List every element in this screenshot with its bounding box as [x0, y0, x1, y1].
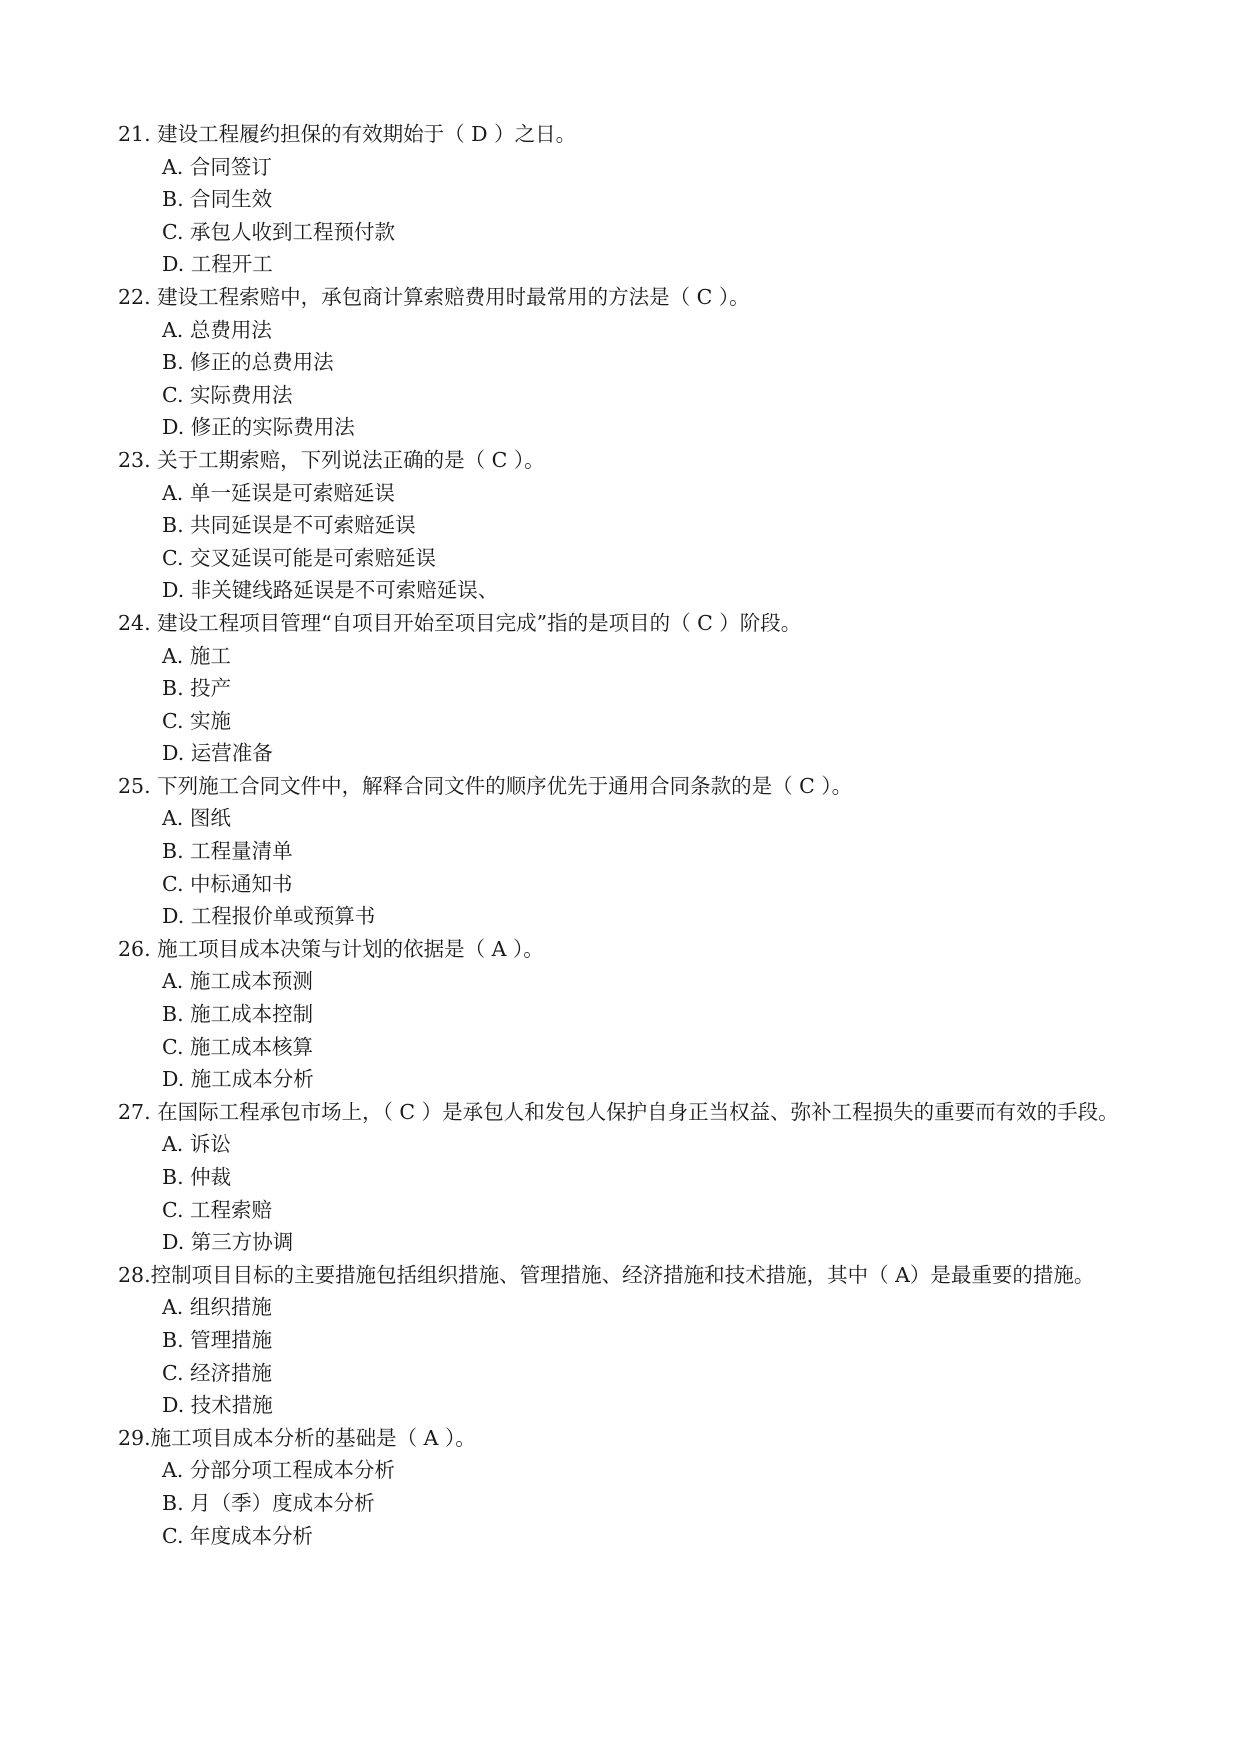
question-26-option-b: B. 施工成本控制 — [162, 1002, 314, 1027]
question-25-option-a: A. 图纸 — [162, 806, 231, 831]
question-21-option-c: C. 承包人收到工程预付款 — [162, 219, 395, 244]
question-26-option-c: C. 施工成本核算 — [162, 1034, 313, 1059]
question-29-option-a: A. 分部分项工程成本分析 — [162, 1458, 395, 1483]
question-28-option-d: D. 技术措施 — [162, 1393, 273, 1418]
question-26-option-d: D. 施工成本分析 — [162, 1067, 314, 1092]
question-28-option-c: C. 经济措施 — [162, 1360, 272, 1385]
question-23-option-c: C. 交叉延误可能是可索赔延误 — [162, 545, 436, 570]
question-25: 25. 下列施工合同文件中，解释合同文件的顺序优先于通用合同条款的是（ C ）。 — [118, 773, 853, 798]
question-22-option-b: B. 修正的总费用法 — [162, 350, 334, 375]
question-21: 21. 建设工程履约担保的有效期始于（ D ）之日。 — [118, 122, 577, 146]
question-26-option-a: A. 施工成本预测 — [162, 969, 313, 994]
question-23-option-d: D. 非关键线路延误是不可索赔延误、 — [162, 578, 499, 603]
question-22-option-a: A. 总费用法 — [162, 317, 272, 342]
question-23: 23. 关于工期索赔，下列说法正确的是（ C ）。 — [118, 447, 545, 472]
question-27-option-b: B. 仲裁 — [162, 1165, 232, 1189]
question-24: 24. 建设工程项目管理“自项目开始至项目完成”指的是项目的（ C ）阶段。 — [118, 610, 802, 635]
question-27-option-c: C. 工程索赔 — [162, 1197, 272, 1222]
question-26: 26. 施工项目成本决策与计划的依据是（ A ）。 — [118, 936, 544, 961]
question-21-option-b: B. 合同生效 — [162, 187, 273, 212]
question-24-option-d: D. 运营准备 — [162, 741, 273, 766]
question-28: 28.控制项目目标的主要措施包括组织措施、管理措施、经济措施和技术措施，其中（ A）是最重要的措施。 — [118, 1262, 1095, 1287]
question-25-option-b: B. 工程量清单 — [162, 839, 293, 864]
question-29-option-b: B. 月（季）度成本分析 — [162, 1490, 375, 1515]
question-27-option-a: A. 诉讼 — [162, 1132, 231, 1157]
question-29: 29.施工项目成本分析的基础是（ A ）。 — [118, 1425, 476, 1450]
question-23-option-b: B. 共同延误是不可索赔延误 — [162, 513, 416, 538]
question-21-option-a: A. 合同签订 — [162, 154, 272, 179]
question-28-option-a: A. 组织措施 — [162, 1295, 272, 1320]
question-24-option-a: A. 施工 — [162, 643, 231, 668]
question-21-option-d: D. 工程开工 — [162, 252, 273, 277]
question-27-option-d: D. 第三方协调 — [162, 1230, 294, 1255]
question-22-option-d: D. 修正的实际费用法 — [162, 415, 355, 440]
question-25-option-d: D. 工程报价单或预算书 — [162, 904, 376, 929]
question-22-option-c: C. 实际费用法 — [162, 382, 293, 407]
question-24-option-b: B. 投产 — [162, 676, 232, 701]
question-28-option-b: B. 管理措施 — [162, 1327, 273, 1352]
question-27: 27. 在国际工程承包市场上，（ C ）是承包人和发包人保护自身正当权益、弥补工程损失的重要而有效的手段。 — [118, 1099, 1119, 1124]
question-24-option-c: C. 实施 — [162, 708, 231, 733]
question-23-option-a: A. 单一延误是可索赔延误 — [162, 480, 395, 505]
question-29-option-c: C. 年度成本分析 — [162, 1523, 313, 1548]
question-25-option-c: C. 中标通知书 — [162, 871, 293, 896]
question-22: 22. 建设工程索赔中，承包商计算索赔费用时最常用的方法是（ C ）。 — [118, 284, 750, 309]
